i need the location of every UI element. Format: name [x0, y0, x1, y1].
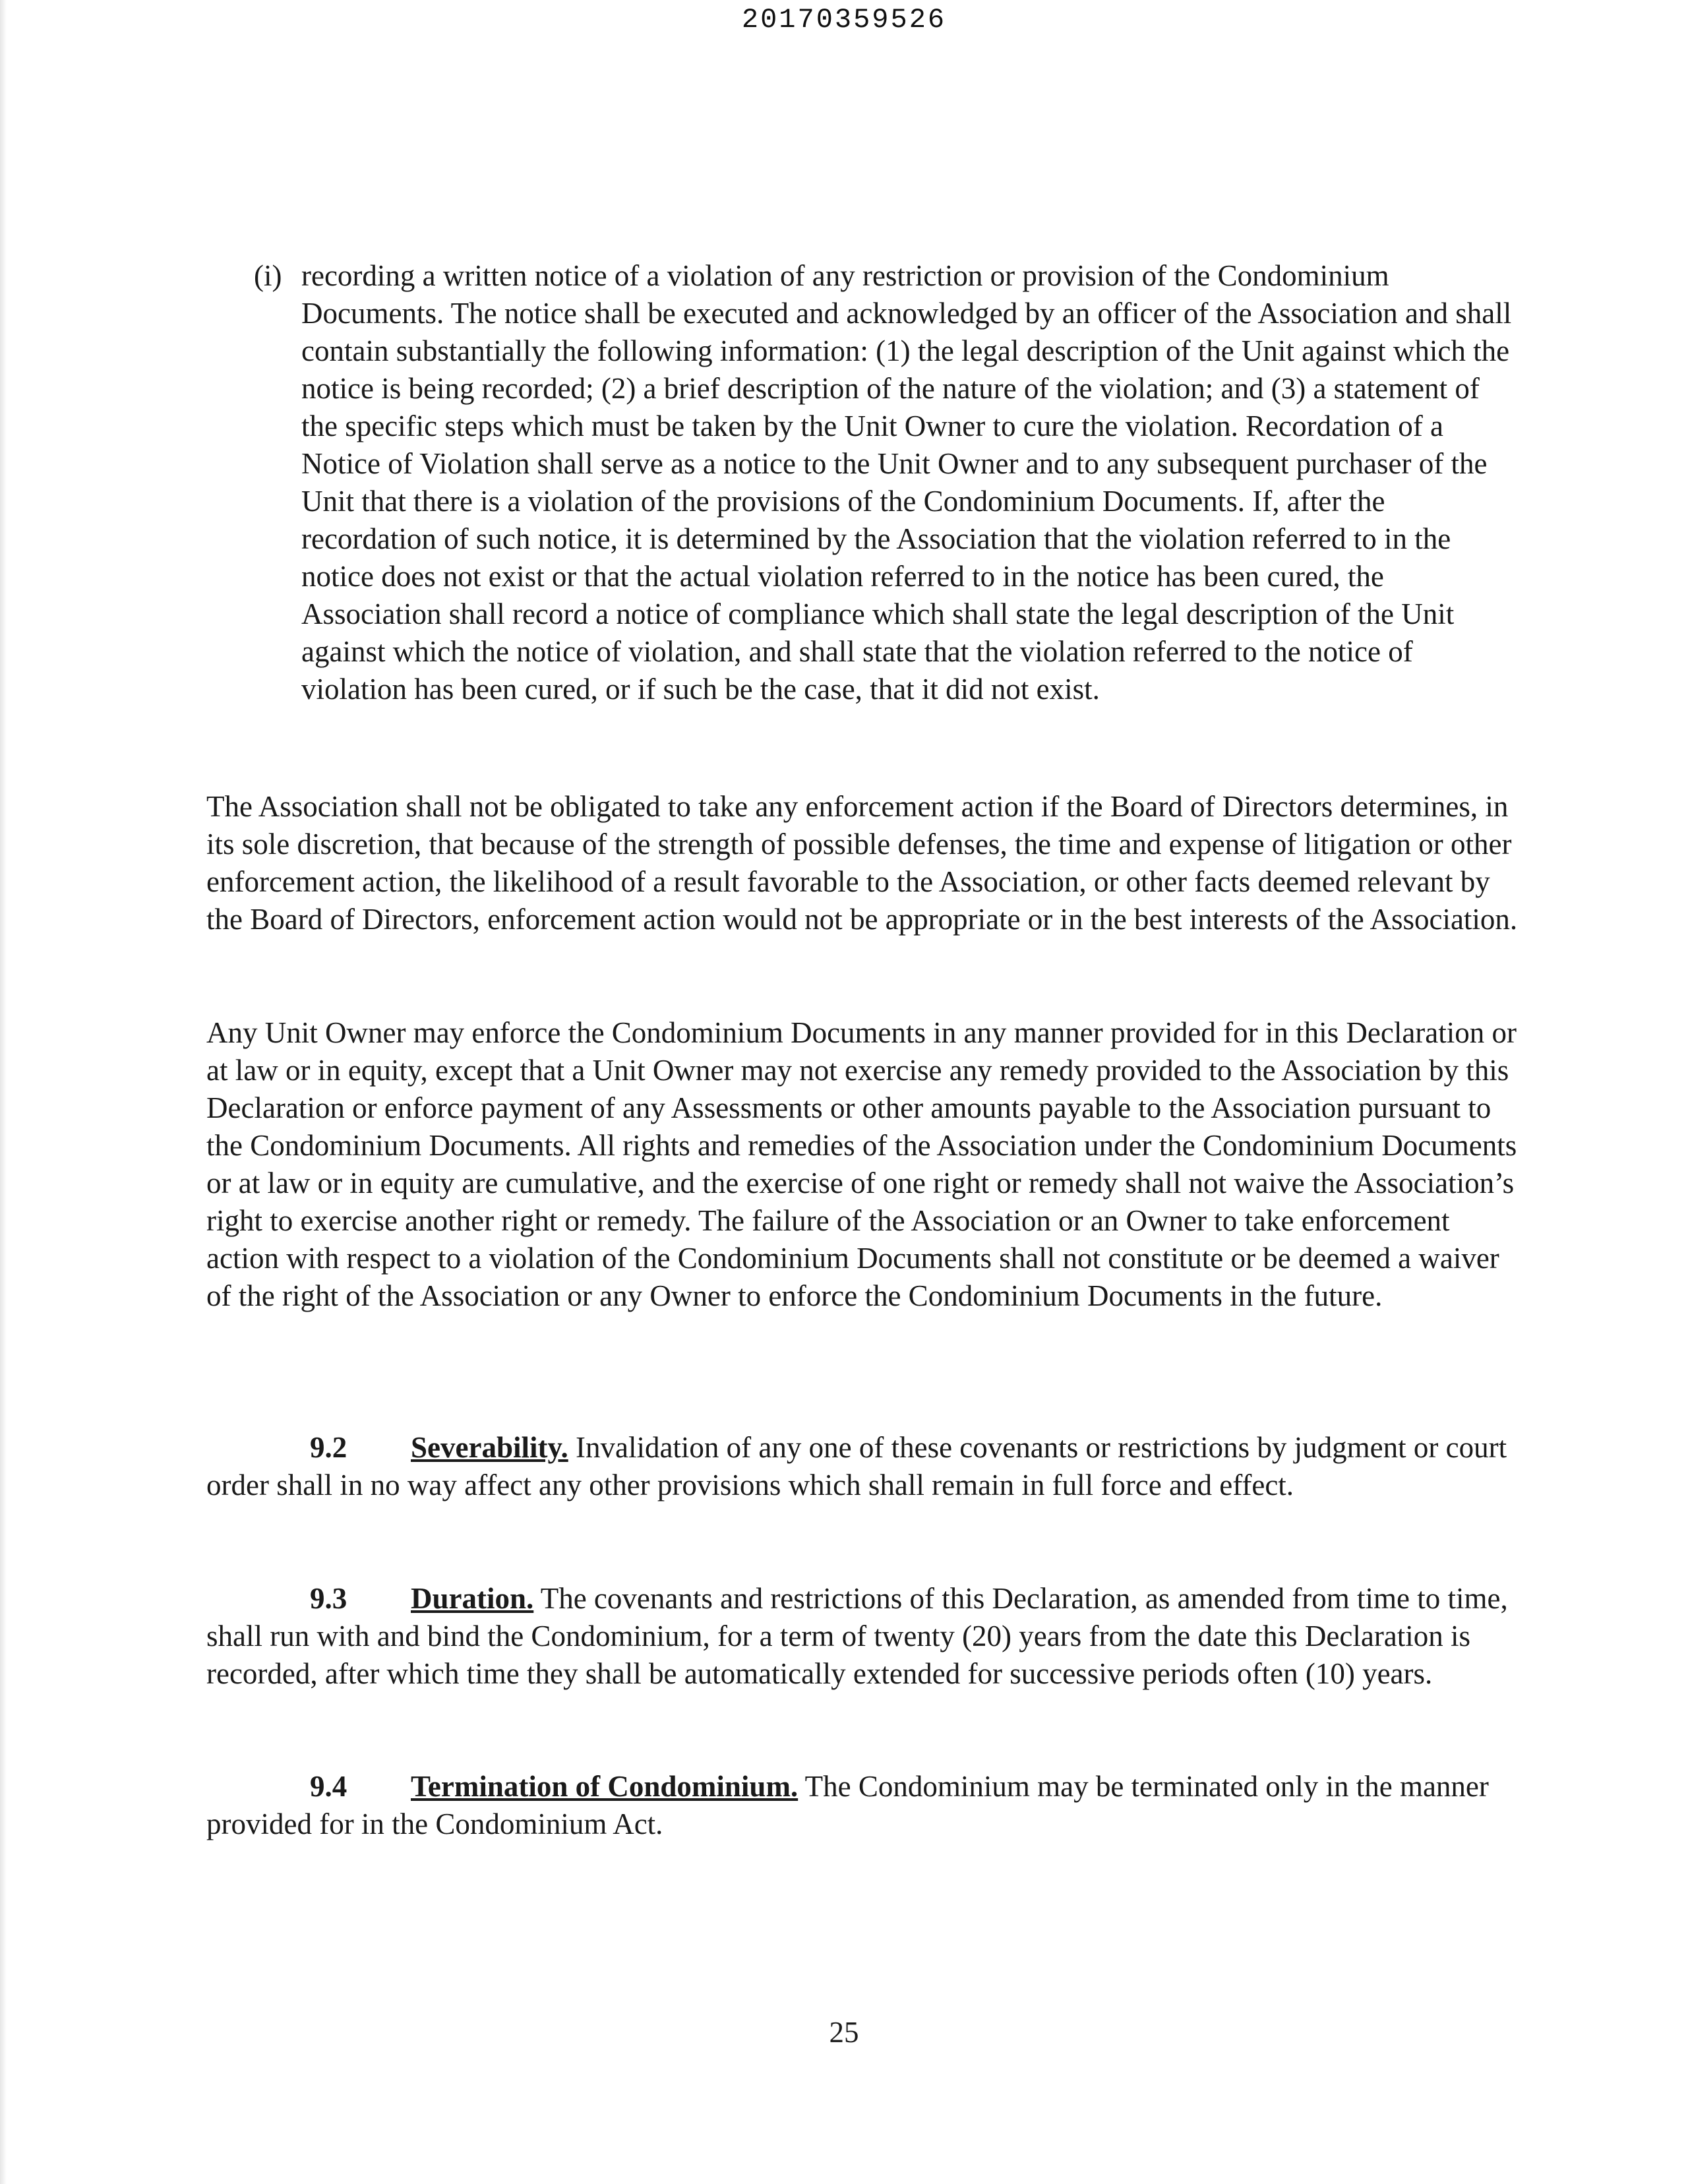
- section-9-4: [206, 1768, 1519, 1843]
- section-number: 9.2: [310, 1431, 347, 1464]
- page-number: 25: [829, 2016, 859, 2049]
- list-item-marker: (i): [254, 259, 282, 292]
- paragraph-unit-owner-enforcement: Any Unit Owner may enforce the Condominium Documents in any manner provided for in this Declaration or at law or in equity, except that a Unit Owner may not exercise any remedy provided to the Association by this Declaration or enforce payment of any Assessments or other amounts payable to the Association pursuant to the Condominium Documents. All rights and remedies of the Association under the Condominium Documents or at law or in equity are cumulative, and the exercise of one right or remedy shall not waive the Association’s right to exercise another right or remedy. The failure of the Association or an Owner to take enforcement action with respect to a violation of the Condominium Documents shall not constitute or be deemed a waiver of the right of the Association or any Owner to enforce the Condominium Documents in the future.: [206, 1016, 1517, 1312]
- section-9-3: [206, 1580, 1519, 1693]
- section-text: Invalidation of any one of these covenants or restrictions by judgment or court order shall in no way affect any other provisions which shall remain in full force and effect.: [206, 1431, 1507, 1502]
- section-9-2: [206, 1429, 1519, 1504]
- paragraph-enforcement-discretion: The Association shall not be obligated to take any enforcement action if the Board of Directors determines, in its sole discretion, that because of the strength of possible defenses, the time and expense of litigation or other enforcement action, the likelihood of a result favorable to the Association, or other facts deemed relevant by the Board of Directors, enforcement action would not be appropriate or in the best interests of the Association.: [206, 790, 1518, 936]
- section-heading: Severability.: [411, 1431, 568, 1464]
- section-heading: Duration.: [411, 1582, 534, 1615]
- document-number: 20170359526: [741, 4, 947, 36]
- section-number: 9.4: [310, 1770, 347, 1803]
- scan-edge: [0, 0, 7, 2184]
- section-text: The Condominium may be terminated only in the manner provided for in the Condominium Act.: [206, 1770, 1489, 1840]
- section-text: The covenants and restrictions of this Declaration, as amended from time to time, shall run with and bind the Condominium, for a term of twenty (20) years from the date this Declaration is recorded, after which time they shall be automatically extended for successive periods often (10) years.: [206, 1582, 1508, 1690]
- section-number: 9.3: [310, 1582, 347, 1615]
- list-item-i: [254, 257, 1519, 708]
- section-heading: Termination of Condominium.: [411, 1770, 799, 1803]
- list-item-text: recording a written notice of a violation of any restriction or provision of the Condominium Documents. The notice shall be executed and acknowledged by an officer of the Association and shall contain substantially the following information: (1) the legal description of the Unit against which the notice is being recorded; (2) a brief description of the nature of the violation; and (3) a statement of the specific steps which must be taken by the Unit Owner to cure the violation. Recordation of a Notice of Violation shall serve as a notice to the Unit Owner and to any subsequent purchaser of the Unit that there is a violation of the provisions of the Condominium Documents. If, after the recordation of such notice, it is determined by the Association that the violation referred to in the notice does not exist or that the actual violation referred to in the notice has been cured, the Association shall record a notice of compliance which shall state the legal description of the Unit against which the notice of violation, and shall state that the violation referred to the notice of violation has been cured, or if such be the case, that it did not exist.: [301, 259, 1512, 706]
